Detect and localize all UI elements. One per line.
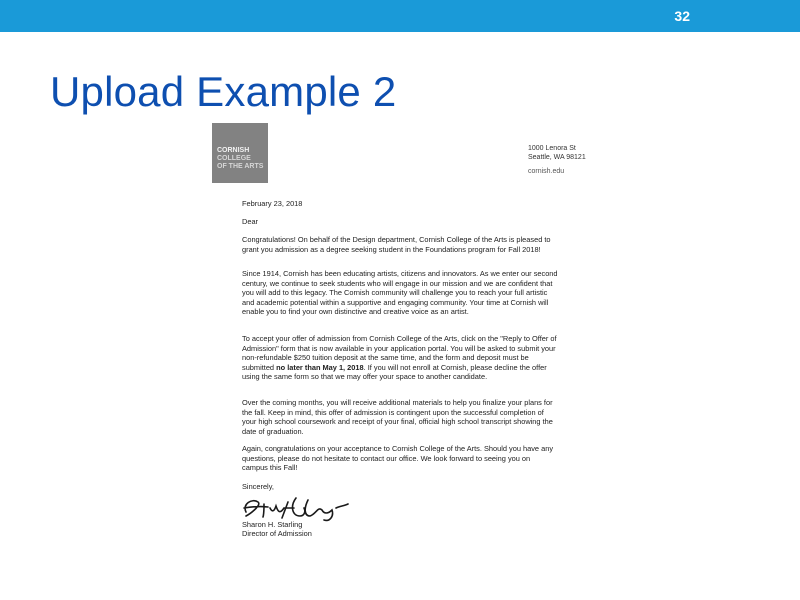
letter-paragraph-4: Over the coming months, you will receive additional materials to help you finalize your plans for the fall. Keep in mind, this offer of admission is contingent upon the successful completion of your high school coursework and receipt of your final, official high school transcript showing the date of graduation. [242, 398, 553, 436]
signer-name: Sharon H. Starling [242, 520, 303, 529]
letter-paragraph-3 [242, 334, 558, 382]
letter-paragraph-2: Since 1914, Cornish has been educating artists, citizens and innovators. As we enter our second century, we continue to seek students who will engage in our mission and we are confident that you will add to this legacy. The Cornish community will challenge you to reach your full artistic and academic potential within a supportive and engaging community. Your time at Cornish will enable you to find your own distinctive and creative voice as an artist. [242, 269, 558, 317]
address-city: Seattle, WA 98121 [528, 154, 586, 161]
letter-date: February 23, 2018 [242, 199, 303, 208]
college-address [528, 144, 586, 176]
paragraph-3-text-a: To accept your offer of admission from Cornish College of the Arts, click on the "Reply to Offer of Admission" form that is now available in your application portal. You will be asked to submit your non-refundable $250 tuition deposit at the same time, and the form and deposit must be submitted [242, 334, 557, 372]
college-logo [212, 123, 268, 183]
handwritten-signature [238, 490, 353, 522]
logo-line-3: OF THE ARTS [217, 163, 264, 170]
admission-letter-image [208, 123, 586, 543]
letter-salutation: Dear [242, 217, 259, 226]
deposit-deadline: no later than May 1, 2018 [276, 362, 364, 372]
signer-title: Director of Admission [242, 529, 312, 538]
letter-paragraph-5: Again, congratulations on your acceptance to Cornish College of the Arts. Should you have any questions, please do not hesitate to contact our office. We look forward to seeing you on campus this Fall! [242, 444, 554, 473]
paragraph-3-text-b: . If you will not enroll at Cornish, please decline the offer using the same form so that we may offer your space to another candidate. [242, 362, 547, 382]
slide-number: 32 [674, 8, 690, 24]
slide-title: Upload Example 2 [50, 68, 397, 115]
address-web: cornish.edu [528, 168, 565, 175]
letter-closing: Sincerely, [242, 482, 274, 491]
slide-header-bar [0, 0, 800, 32]
logo-line-1: CORNISH [217, 147, 250, 154]
letter-paragraph-1: Congratulations! On behalf of the Design department, Cornish College of the Arts is pleased to grant you admission as a degree seeking student in the Foundations program for Fall 2018! [242, 235, 551, 254]
logo-line-2: COLLEGE [217, 155, 251, 162]
address-street: 1000 Lenora St [528, 145, 576, 152]
